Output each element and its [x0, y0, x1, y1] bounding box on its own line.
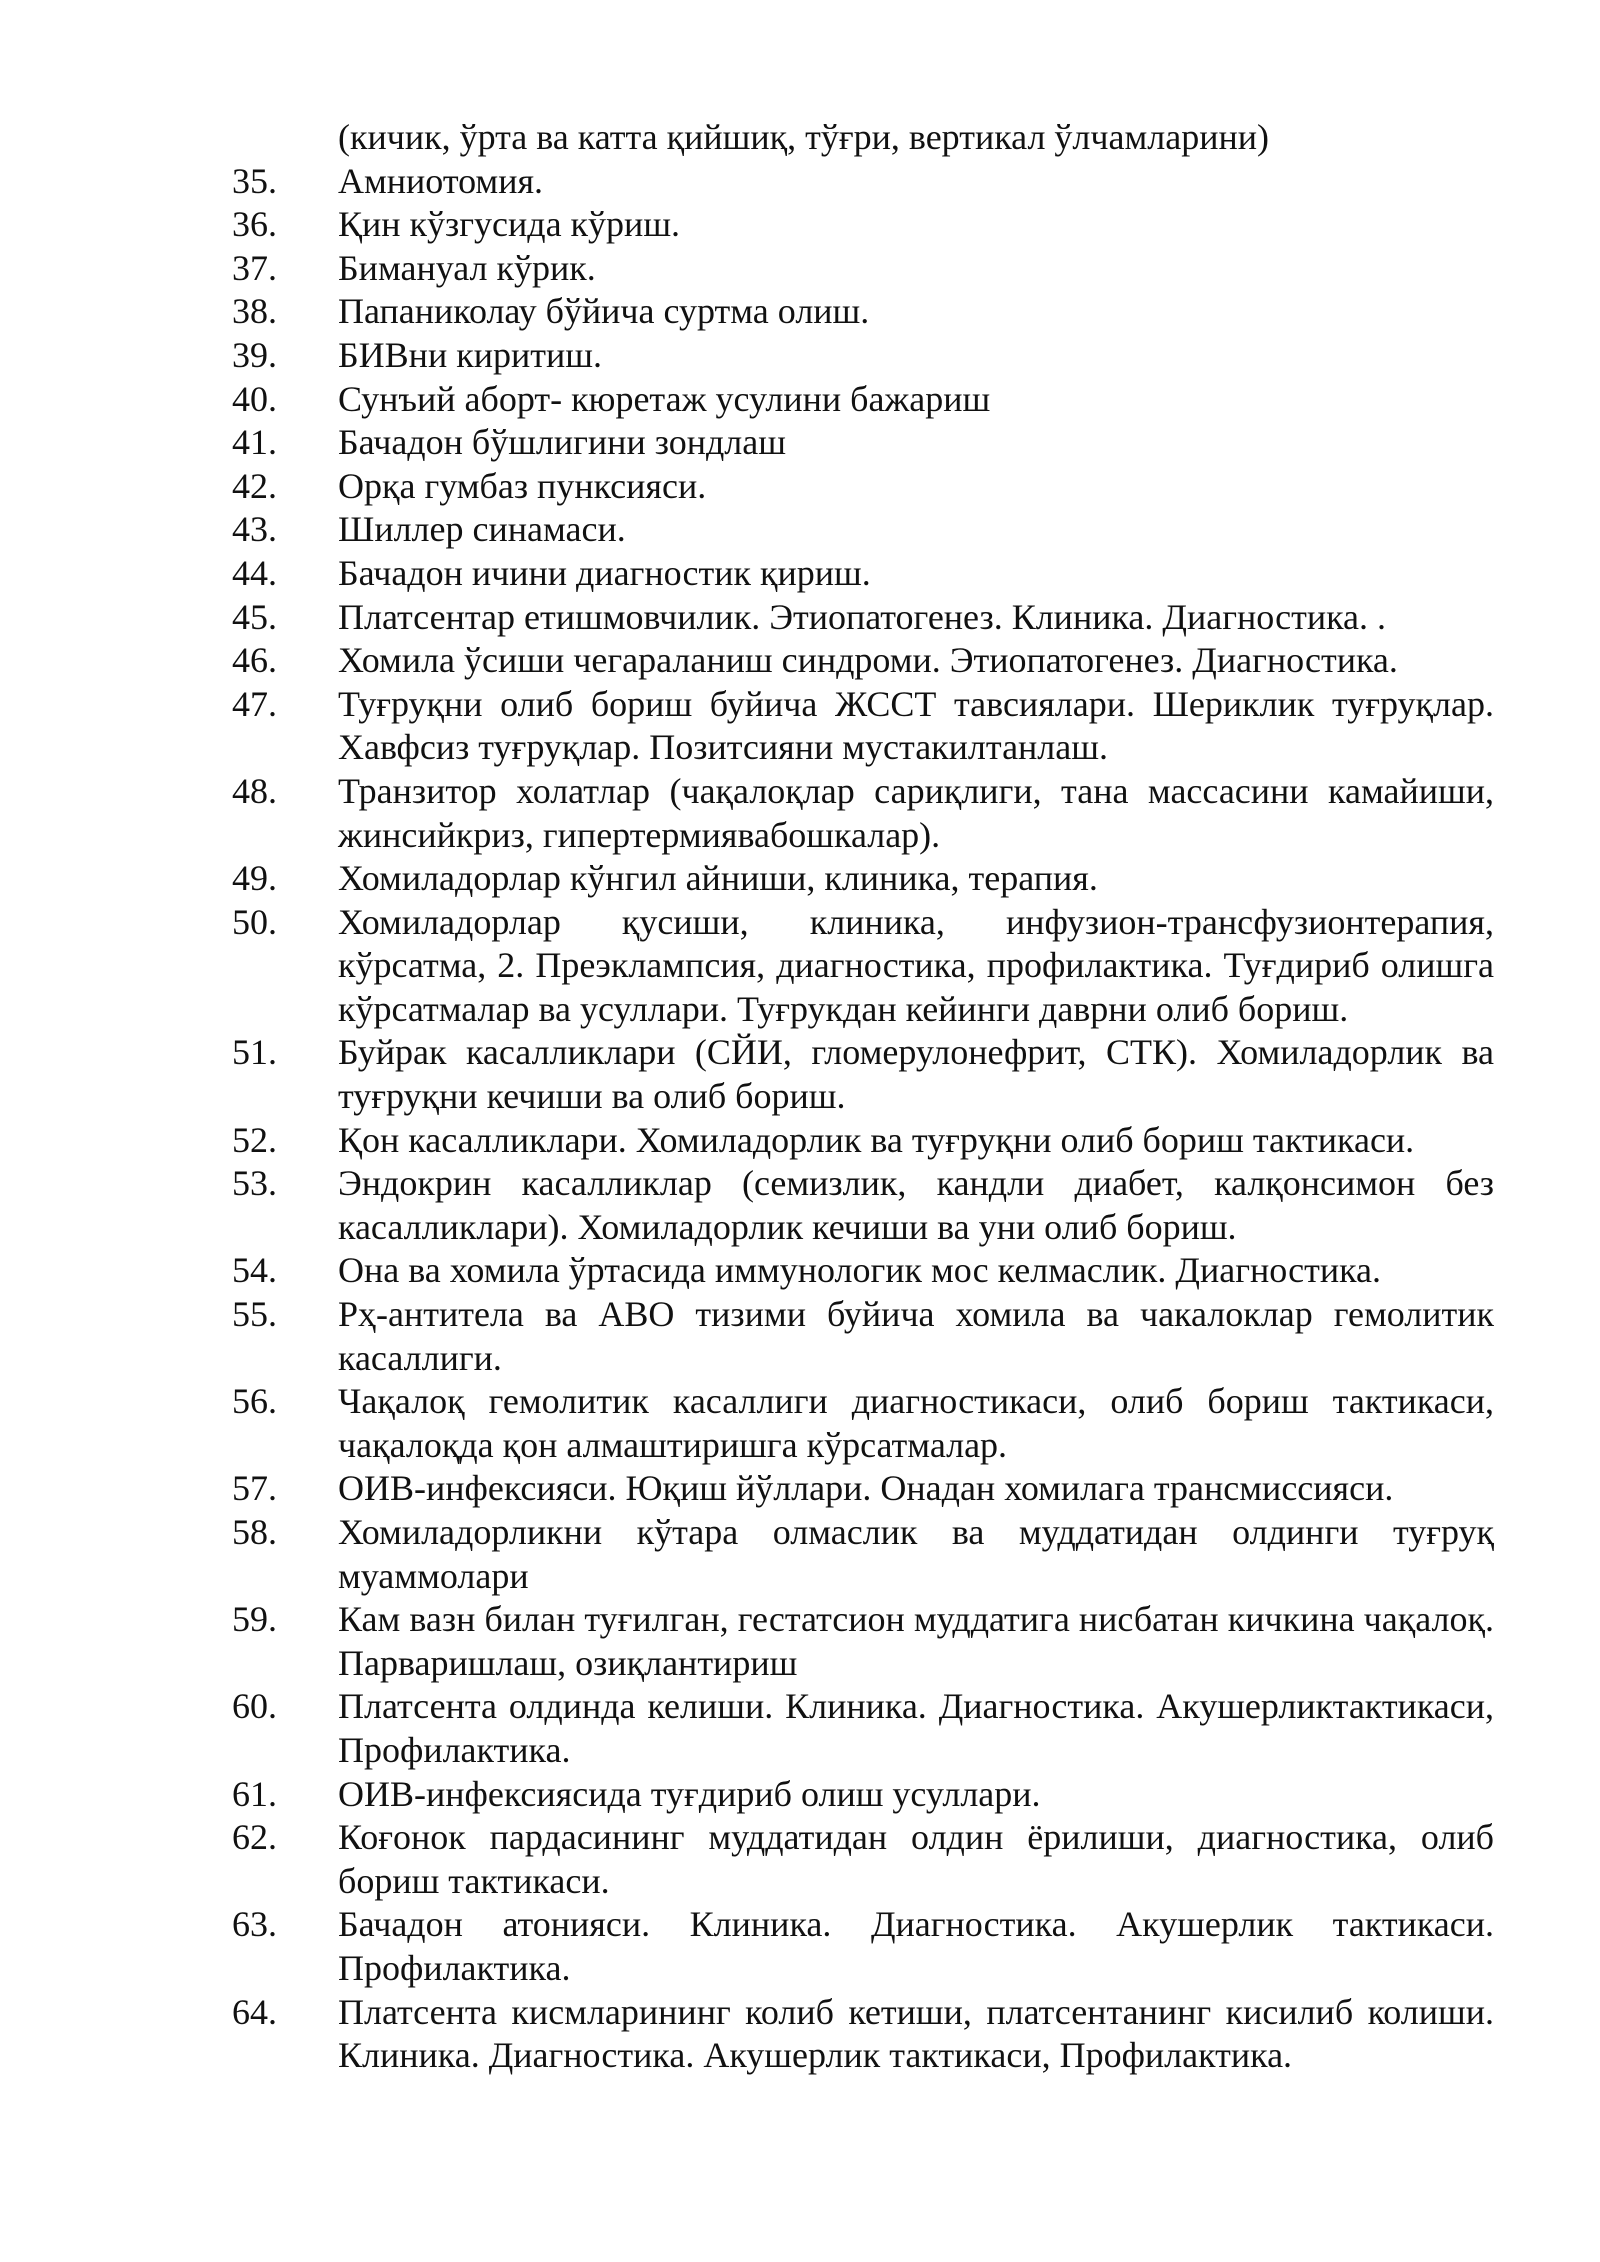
list-item — [232, 857, 1494, 901]
list-item-text: Хомиладорлар қусиши, клиника, инфузион-трансфузионтерапия, кўрсатма, 2. Преэклампсия, диагностика, профилактика. Туғдириб олишга кўрсатмалар ва усуллари. Туғрукдан кейинги даврни олиб бориш. — [338, 901, 1494, 1029]
list-item-number: 59. — [232, 1599, 277, 1640]
list-item-text: Қон касалликлари. Хомиладорлик ва туғруқни олиб бориш тактикаси. — [338, 1119, 1415, 1160]
list-item-text: (кичик, ўрта ва катта қийшиқ, тўғри, вертикал ўлчамларини) — [338, 117, 1269, 157]
list-item-number: 49. — [232, 858, 277, 899]
list-item-text: Шиллер синамаси. — [338, 509, 626, 550]
list-item-text: ОИВ-инфексияси. Юқиш йўллари. Онадан хомилага трансмиссияси. — [338, 1468, 1394, 1509]
list-item — [232, 683, 1494, 770]
list-item-number: 35. — [232, 160, 277, 201]
list-item — [232, 1380, 1494, 1467]
list-item-text: Она ва хомила ўртасида иммунологик мос келмаслик. Диагностика. — [338, 1250, 1382, 1291]
list-item-number: 53. — [232, 1163, 277, 1204]
list-item — [232, 1773, 1494, 1817]
list-item — [232, 508, 1494, 552]
list-item-text: Платсентар етишмовчилик. Этиопатогенез. Клиника. Диагностика. . — [338, 596, 1387, 637]
list-item — [232, 378, 1494, 422]
list-item-continuation — [232, 116, 1494, 160]
list-item — [232, 203, 1494, 247]
list-item — [232, 1903, 1494, 1990]
list-item — [232, 290, 1494, 334]
list-item — [232, 552, 1494, 596]
list-item-number: 52. — [232, 1119, 277, 1160]
list-item-text: Буйрак касалликлари (СЙИ, гломерулонефрит, СТК). Хомиладорлик ва туғруқни кечиши ва олиб бориш. — [338, 1032, 1494, 1117]
list-item-number: 46. — [232, 640, 277, 681]
list-item-number: 47. — [232, 683, 277, 724]
list-item-number: 61. — [232, 1773, 277, 1814]
list-item-text: Хомиладорлар кўнгил айниши, клиника, терапия. — [338, 858, 1098, 899]
list-item — [232, 596, 1494, 640]
list-item — [232, 465, 1494, 509]
list-item-number: 60. — [232, 1686, 277, 1727]
list-item — [232, 247, 1494, 291]
list-item-text: Платсента кисмларининг колиб кетиши, платсентанинг кисилиб колиши. Клиника. Диагностика. Акушерлик тактикаси, Профилактика. — [338, 1991, 1494, 2076]
list-item-number: 39. — [232, 334, 277, 375]
list-item-text: Қин кўзгусида кўриш. — [338, 204, 681, 245]
list-item-number: 43. — [232, 509, 277, 550]
list-item-number: 58. — [232, 1512, 277, 1552]
list-item-text: Бачадон бўшлигини зондлаш — [338, 422, 786, 463]
list-item — [232, 1991, 1494, 2078]
list-item-text: Бачадон атонияси. Клиника. Диагностика. Акушерлик тактикаси. Профилактика. — [338, 1904, 1494, 1988]
list-item-text: Платсента олдинда келиши. Клиника. Диагностика. Акушерликтактикаси, Профилактика. — [338, 1686, 1494, 1770]
list-item-text: Папаниколау бўйича суртма олиш. — [338, 291, 870, 332]
list-item-text: Кам вазн билан туғилган, гестатсион муддатига нисбатан кичкина чақалоқ. Парваришлаш, озиқлантириш — [338, 1599, 1494, 1683]
list-item-number: 62. — [232, 1817, 277, 1858]
list-item-text: Бимануал кўрик. — [338, 247, 596, 288]
list-item — [232, 901, 1494, 1032]
list-item — [232, 1685, 1494, 1772]
list-item-text: Хомила ўсиши чегараланиш синдроми. Этиопатогенез. Диагностика. — [338, 640, 1398, 681]
list-item-number: 44. — [232, 552, 277, 593]
list-item-text: Амниотомия. — [338, 160, 544, 201]
list-item-number: 40. — [232, 378, 277, 419]
list-item-number: 51. — [232, 1032, 277, 1073]
list-item — [232, 1293, 1494, 1380]
list-item-text: Бачадон ичини диагностик қириш. — [338, 552, 871, 593]
list-item-number: 57. — [232, 1468, 277, 1509]
list-item-number: 41. — [232, 422, 277, 463]
list-item — [232, 1162, 1494, 1249]
list-item-text: ОИВ-инфексиясида туғдириб олиш усуллари. — [338, 1773, 1041, 1814]
list-item — [232, 1119, 1494, 1163]
list-item — [232, 1467, 1494, 1511]
list-item-number: 50. — [232, 901, 277, 942]
list-item-number: 55. — [232, 1294, 277, 1335]
list-item-number: 64. — [232, 1991, 277, 2032]
list-item-text: Сунъий аборт- кюретаж усулини бажариш — [338, 378, 991, 419]
list-item-number: 56. — [232, 1381, 277, 1422]
numbered-list — [232, 116, 1494, 2078]
list-item-text: Транзитор холатлар (чақалоқлар сариқлиги, тана массасини камайиши, жинсийкриз, гипертермиявабошкалар). — [338, 770, 1494, 855]
list-item-text: Орқа гумбаз пунксияси. — [338, 465, 707, 506]
list-item-number: 63. — [232, 1904, 277, 1945]
list-item-text: Рҳ-антитела ва АВО тизими буйича хомила ва чакалоклар гемолитик касаллиги. — [338, 1294, 1494, 1378]
list-item — [232, 1249, 1494, 1293]
list-item-text: Чақалоқ гемолитик касаллиги диагностикаси, олиб бориш тактикаси, чақалоқда қон алмаштиришга кўрсатмалар. — [338, 1381, 1494, 1465]
list-item-text: Туғруқни олиб бориш буйича ЖССТ тавсиялари. Шериклик туғруқлар. Хавфсиз туғруқлар. Позитсияни мустакилтанлаш. — [338, 683, 1494, 768]
list-item-number: 45. — [232, 596, 277, 637]
list-item — [232, 639, 1494, 683]
list-item-number: 54. — [232, 1250, 277, 1291]
list-item-number: 37. — [232, 247, 277, 288]
list-item — [232, 770, 1494, 857]
list-item-text: БИВни киритиш. — [338, 334, 602, 375]
list-item — [232, 1816, 1494, 1903]
list-item — [232, 1598, 1494, 1685]
list-item-number: 42. — [232, 465, 277, 506]
list-item-number: 38. — [232, 291, 277, 332]
list-item-number: 48. — [232, 770, 277, 811]
list-item — [232, 1031, 1494, 1118]
list-item-text: Хомиладорликни кўтара олмаслик ва муддатидан олдинги туғруқ муаммолари — [338, 1512, 1494, 1596]
list-item — [232, 421, 1494, 465]
list-item — [232, 1511, 1494, 1598]
list-item-number: 36. — [232, 204, 277, 245]
list-item-text: Коғонок пардасининг муддатидан олдин ёрилиши, диагностика, олиб бориш тактикаси. — [338, 1817, 1494, 1901]
list-item — [232, 334, 1494, 378]
list-item-text: Эндокрин касалликлар (семизлик, кандли диабет, калқонсимон без касалликлари). Хомиладорлик кечиши ва уни олиб бориш. — [338, 1163, 1494, 1247]
list-item — [232, 160, 1494, 204]
